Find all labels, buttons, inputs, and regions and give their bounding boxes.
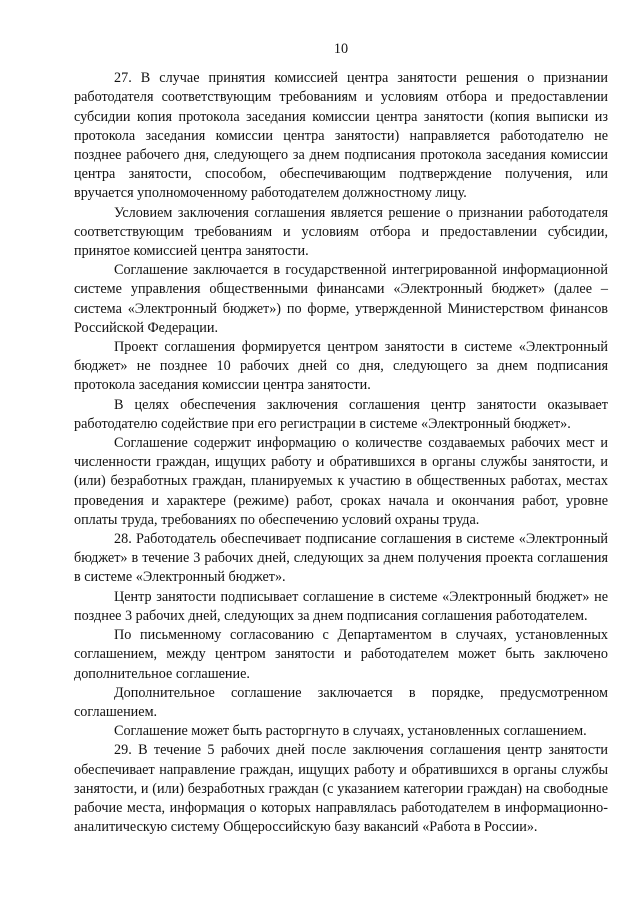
paragraph-condition: Условием заключения соглашения является решение о признании работодателя соответствующим требованиям и условиям отбора и предоставлении субсидии, принятое комиссией центра занятости. — [74, 204, 608, 260]
paragraph-registration-support: В целях обеспечения заключения соглашения центр занятости оказывает работодателю содействие при его регистрации в системе «Электронный бюджет». — [74, 396, 608, 432]
paragraph-termination: Соглашение может быть расторгнуто в случаях, установленных соглашением. — [114, 723, 587, 740]
paragraph-29: 29. В течение 5 рабочих дней после заключения соглашения центр занятости обеспечивает направление граждан, ищущих работу и обратившихся в органы службы занятости, и (или) безработных граждан (с указанием категории граждан) на свободные рабочие места, информация о которых направлялась работодателем в информационно-аналитическую систему Общероссийскую базу вакансий «Работа в России». — [74, 742, 608, 836]
paragraph-center-signs: Центр занятости подписывает соглашение в системе «Электронный бюджет» не позднее 3 рабочих дней, следующих за днем подписания соглашения работодателем. — [74, 588, 608, 624]
paragraph-draft-agreement: Проект соглашения формируется центром занятости в системе «Электронный бюджет» не позднее 10 рабочих дней со дня, следующего за днем подписания протокола заседания комиссии центра занятости. — [74, 339, 608, 394]
paragraph-agreement-content: Соглашение содержит информацию о количестве создаваемых рабочих мест и численности граждан, ищущих работу и обратившихся в органы службы занятости, и (или) безработных граждан, планируемых к участию в общественных работах, местах проведения и характере (режиме) работ, сроках начала и окончания работ, уровне оплаты труда, требованиях по обеспечению условий охраны труда. — [74, 435, 608, 528]
paragraph-additional-order: Дополнительное соглашение заключается в порядке, предусмотренном соглашением. — [74, 684, 608, 720]
document-page — [74, 40, 608, 837]
paragraph-27: 27. В случае принятия комиссией центра занятости решения о признании работодателя соответствующим требованиям и условиям отбора и предоставлении субсидии копия протокола заседания комиссии центра занятости (копия выписки из протокола заседания комиссии центра занятости) направляется работодателю не позднее рабочего дня, следующего за днем подписания протокола заседания комиссии центра занятости, способом, обеспечивающим подтверждение получения, или вручается уполномоченному работодателем должностному лицу. — [74, 70, 608, 202]
paragraph-agreement-system: Соглашение заключается в государственной интегрированной информационной системе управления общественными финансами «Электронный бюджет» (далее – система «Электронный бюджет») по форме, утвержденной Министерством финансов Российской Федерации. — [74, 262, 608, 336]
page-number: 10 — [333, 41, 349, 57]
paragraph-28: 28. Работодатель обеспечивает подписание соглашения в системе «Электронный бюджет» в течение 3 рабочих дней, следующих за днем получения проекта соглашения в системе «Электронный бюджет». — [74, 531, 608, 586]
paragraph-additional-agreement: По письменному согласованию с Департаментом в случаях, установленных соглашением, между центром занятости и работодателем может быть заключено дополнительное соглашение. — [74, 627, 608, 682]
